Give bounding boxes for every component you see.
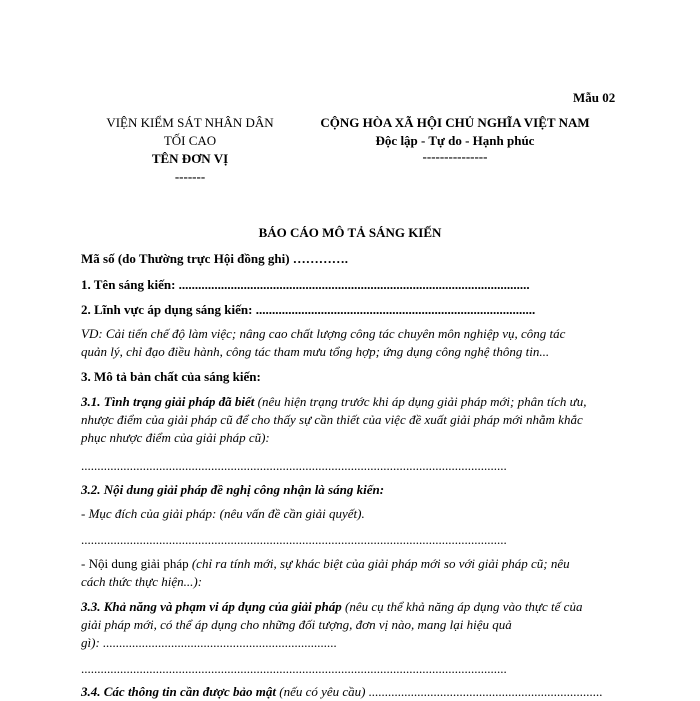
national-motto: Độc lập - Tự do - Hạnh phúc [375, 133, 535, 148]
item-1-initiative-name: 1. Tên sáng kiến: ............................................................................................................ [81, 277, 530, 292]
section-3-2-blank: ................................................................................................................................... [81, 532, 507, 547]
section-3-4-line [81, 683, 603, 701]
section-3-2-content-line-2: cách thức thực hiện...): [81, 574, 203, 589]
section-3-4-label: 3.4. Các thông tin cần được bảo mật [81, 684, 276, 699]
section-3-1-line-1 [81, 393, 586, 411]
national-title: CỘNG HÒA XÃ HỘI CHỦ NGHĨA VIỆT NAM [320, 115, 590, 130]
section-3-3-line-1 [81, 598, 582, 616]
section-3-2-purpose: - Mục đích của giải pháp: (nêu vấn đề cần giải quyết). [81, 506, 365, 521]
report-title: BÁO CÁO MÔ TẢ SÁNG KIẾN [258, 225, 442, 240]
section-3-2-label: 3.2. Nội dung giải pháp đề nghị công nhận là sáng kiến: [81, 482, 385, 497]
section-3-2-content-rest: (chỉ ra tính mới, sự khác biệt của giải pháp mới so với giải pháp cũ; nêu [191, 556, 570, 571]
item-3-description: 3. Mô tả bản chất của sáng kiến: [81, 369, 261, 384]
example-line-1: VD: Cải tiến chế độ làm việc; nâng cao chất lượng công tác chuyên môn nghiệp vụ, công tác [81, 326, 566, 341]
section-3-3-rest: (nêu cụ thể khả năng áp dụng vào thực tế của [341, 599, 583, 614]
section-3-2-content-prefix: - Nội dung giải pháp [81, 556, 192, 571]
section-3-1-label: 3.1. Tình trạng giải pháp đã biết [81, 394, 255, 409]
section-3-1-blank: ................................................................................................................................... [81, 458, 507, 473]
section-3-3-blank: ................................................................................................................................... [81, 661, 507, 676]
form-code: Mẫu 02 [573, 90, 616, 105]
item-2-application-field: 2. Lĩnh vực áp dụng sáng kiến: ...................................................................................... [81, 302, 536, 317]
right-header-divider: --------------- [422, 149, 488, 164]
code-line: Mã số (do Thường trực Hội đồng ghi) …………. [81, 251, 349, 266]
section-3-2-content-line-1 [81, 555, 570, 573]
section-3-1-line-2: nhược điểm của giải pháp cũ để cho thấy sự cần thiết của việc đề xuất giải pháp mới nhằm khắc [81, 412, 583, 427]
section-3-1-line-3: phục nhược điểm của giải pháp cũ): [81, 430, 270, 445]
section-3-1-rest: (nêu hiện trạng trước khi áp dụng giải pháp mới; phân tích ưu, [254, 394, 587, 409]
agency-name-line1: VIỆN KIỂM SÁT NHÂN DÂN [106, 115, 274, 130]
unit-name: TÊN ĐƠN VỊ [151, 151, 229, 166]
section-3-3-label: 3.3. Khả năng và phạm vi áp dụng của giải pháp [81, 599, 342, 614]
left-header-divider: ------- [174, 169, 206, 184]
section-3-3-line-3: gì): ........................................................................ [81, 635, 338, 650]
agency-name-line2: TỐI CAO [163, 133, 217, 148]
section-3-3-line-2: giải pháp mới, có thể áp dụng cho những đối tượng, đơn vị nào, mang lại hiệu quả [81, 617, 512, 632]
section-3-4-rest: (nếu có yêu cầu) ........................................................................ [275, 684, 603, 699]
example-line-2: quản lý, chỉ đạo điều hành, công tác tham mưu tổng hợp; ứng dụng công nghệ thông tin... [81, 344, 550, 359]
